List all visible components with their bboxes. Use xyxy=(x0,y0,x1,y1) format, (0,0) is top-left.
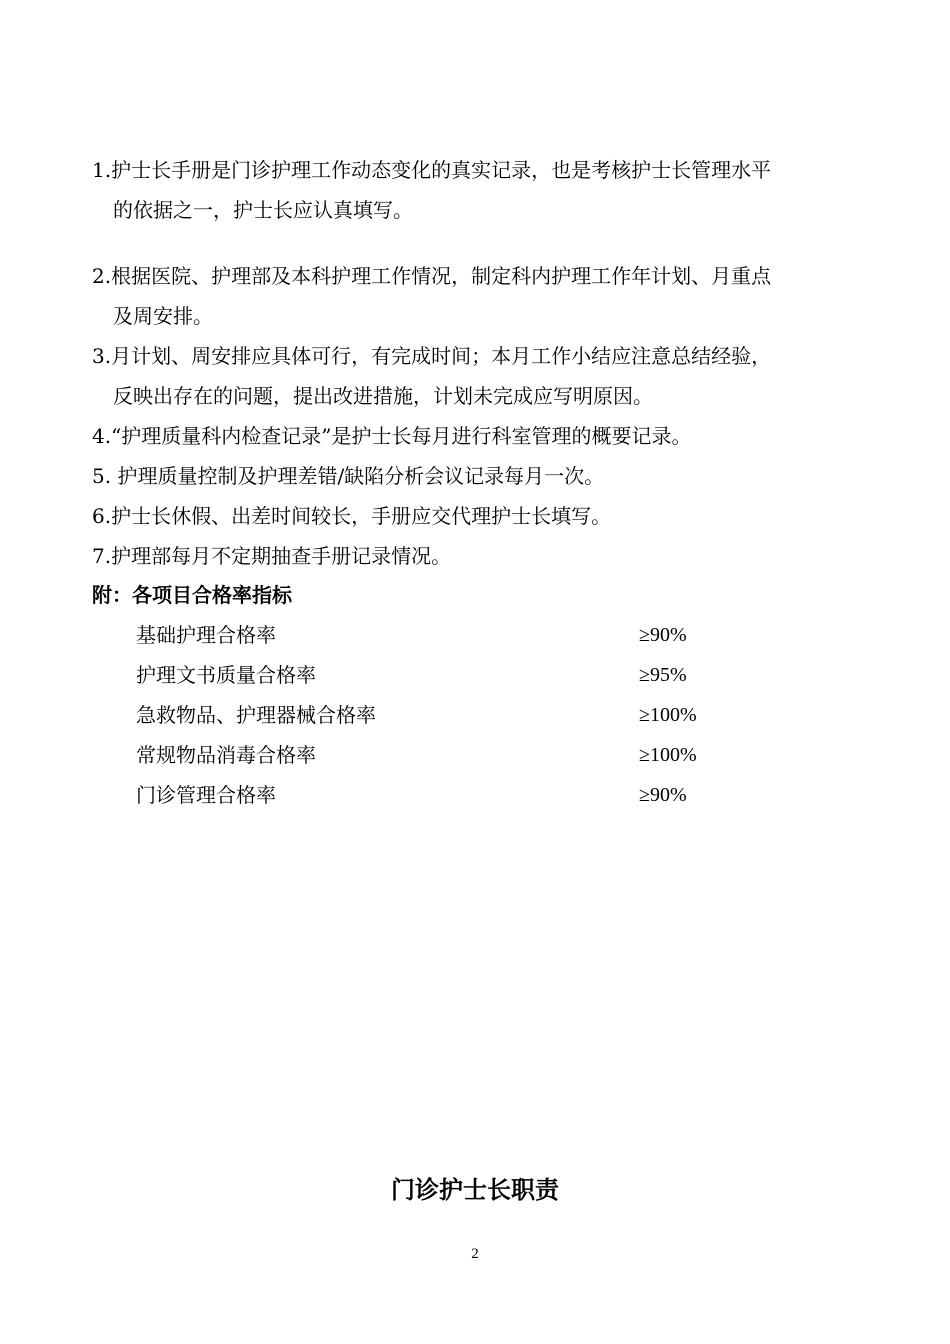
appendix-heading: 附：各项目合格率指标 xyxy=(92,583,292,607)
item-7: 7.护理部每月不定期抽查手册记录情况。 xyxy=(92,544,452,568)
rate-row xyxy=(136,695,736,735)
item-2-line-1: 2.根据医院、护理部及本科护理工作情况，制定科内护理工作年计划、月重点 xyxy=(92,264,772,288)
item-3-line-2: 反映出存在的问题，提出改进措施，计划未完成应写明原因。 xyxy=(113,384,653,408)
rate-name: 基础护理合格率 xyxy=(136,623,276,647)
rate-value: ≥100% xyxy=(639,704,697,726)
item-1-line-1: 1.护士长手册是门诊护理工作动态变化的真实记录，也是考核护士长管理水平 xyxy=(92,158,772,182)
section-title: 门诊护士长职责 xyxy=(391,1176,559,1204)
rate-name: 常规物品消毒合格率 xyxy=(136,743,316,767)
rate-name: 门诊管理合格率 xyxy=(136,783,276,807)
item-5: 5. 护理质量控制及护理差错/缺陷分析会议记录每月一次。 xyxy=(92,464,605,488)
item-2-line-2: 及周安排。 xyxy=(113,304,213,328)
rate-value: ≥95% xyxy=(639,664,687,686)
rate-name: 急救物品、护理器械合格率 xyxy=(136,703,376,727)
rate-value: ≥100% xyxy=(639,744,697,766)
rate-row xyxy=(136,735,736,775)
item-4: 4.“护理质量科内检查记录”是护士长每月进行科室管理的概要记录。 xyxy=(92,424,692,448)
page-number: 2 xyxy=(471,1246,479,1262)
item-1-line-2: 的依据之一，护士长应认真填写。 xyxy=(113,198,413,222)
item-6: 6.护士长休假、出差时间较长，手册应交代理护士长填写。 xyxy=(92,504,612,528)
rate-row xyxy=(136,615,736,655)
rate-row xyxy=(136,655,736,695)
item-3-line-1: 3.月计划、周安排应具体可行，有完成时间；本月工作小结应注意总结经验， xyxy=(92,344,772,368)
rate-row xyxy=(136,775,736,815)
rate-value: ≥90% xyxy=(639,784,687,806)
rate-name: 护理文书质量合格率 xyxy=(136,663,316,687)
rate-value: ≥90% xyxy=(639,624,687,646)
